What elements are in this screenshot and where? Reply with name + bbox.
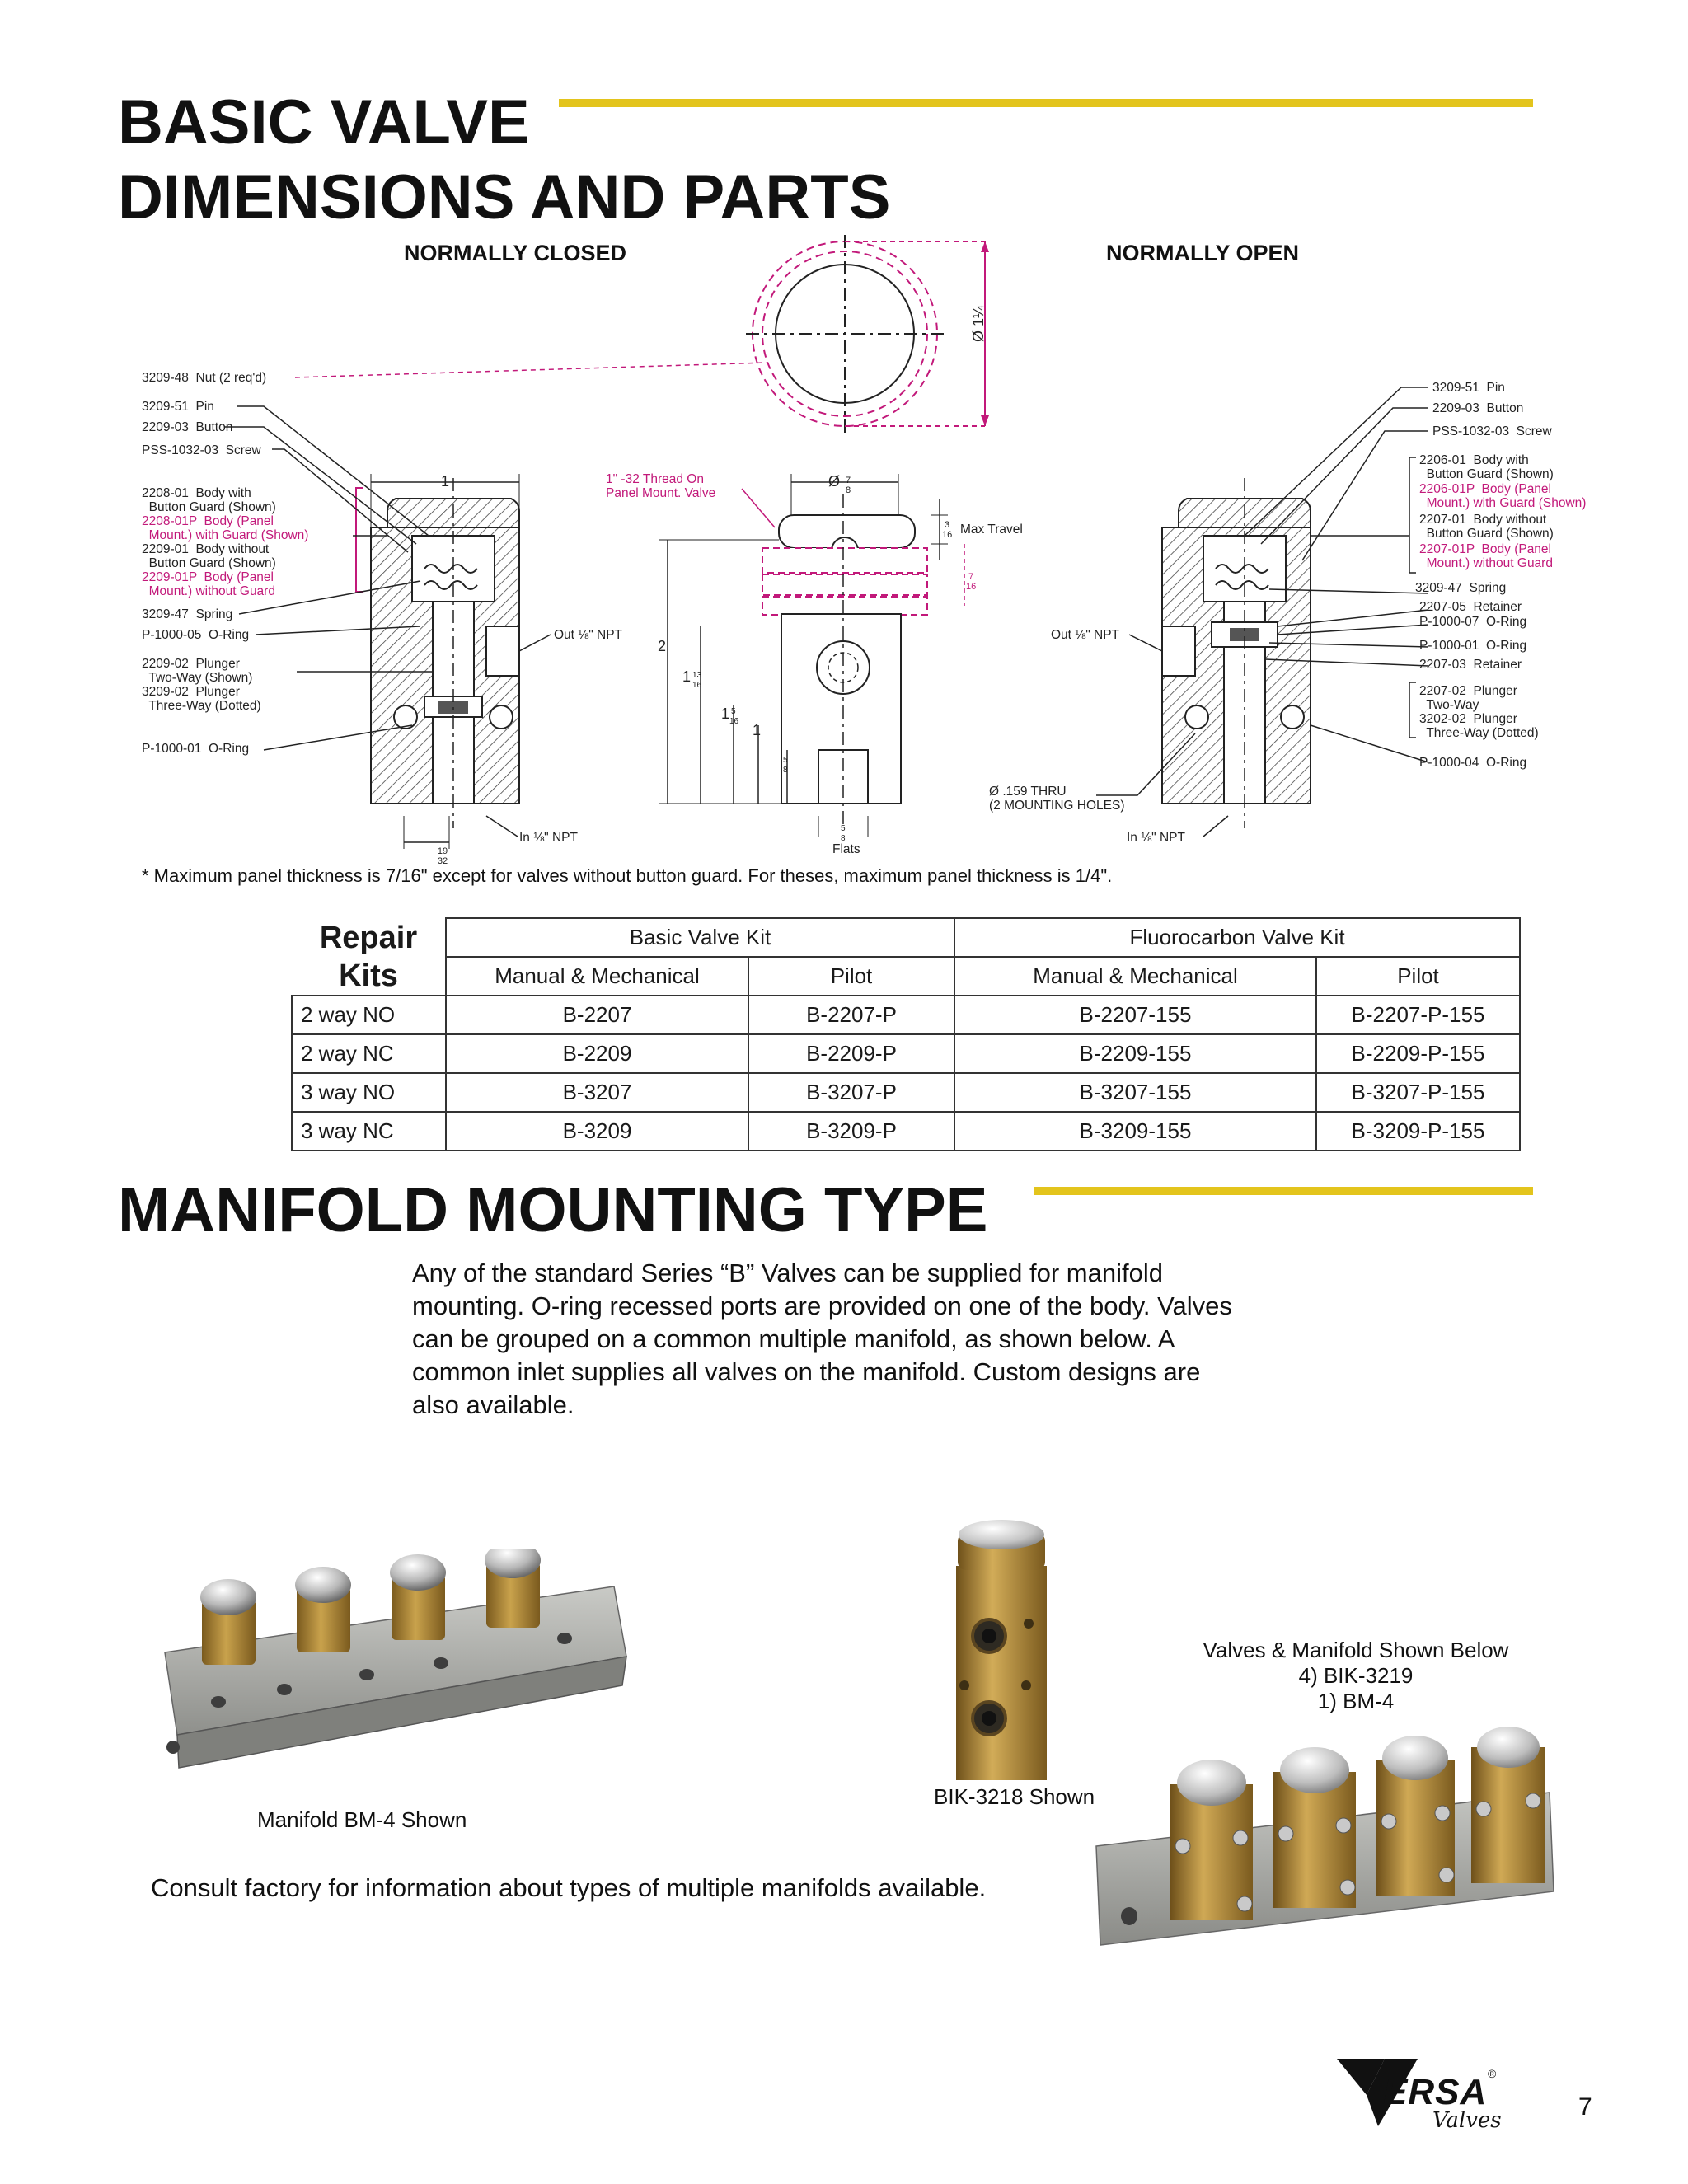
svg-text:5: 5 [731, 707, 736, 716]
nc-label-spring: 3209-47 Spring [142, 607, 233, 621]
svg-text:16: 16 [729, 717, 739, 726]
svg-text:7: 7 [968, 572, 974, 582]
nc-label-plunger: 2209-02 Plunger Two-Way (Shown) 3209-02 Plunger Three-Way (Dotted) [142, 657, 261, 713]
col-fluoro-manual: Manual & Mechanical [954, 957, 1316, 996]
manifold-bm4-photo [152, 1549, 631, 1813]
col-fluoro-pilot: Pilot [1316, 957, 1520, 996]
nc-label-body3: 2209-01 Body without Button Guard (Shown) [142, 542, 276, 570]
logo-registered: ® [1488, 2067, 1497, 2080]
consult-factory-note: Consult factory for information about types of multiple manifolds available. [151, 1873, 987, 1902]
svg-text:3: 3 [945, 520, 950, 530]
normally-open-label: NORMALLY OPEN [1106, 241, 1300, 265]
center-label-max-travel: Max Travel [960, 523, 1023, 537]
nc-label-screw: PSS-1032-03 Screw [142, 443, 261, 457]
nc-label-in-npt: In ⅛" NPT [519, 831, 578, 845]
no-label-out-npt: Out ⅛" NPT [1051, 628, 1120, 642]
dim-two: 2 [658, 638, 667, 654]
center-dim-one: 1 [753, 722, 762, 738]
svg-text:7: 7 [846, 476, 851, 485]
manifold-assembly-photo [1092, 1727, 1562, 1974]
nc-label-pin: 3209-51 Pin [142, 400, 214, 414]
svg-text:19: 19 [437, 846, 448, 856]
svg-text:5: 5 [783, 756, 788, 765]
nc-label-button: 2209-03 Button [142, 420, 233, 434]
nc-label-body2: 2208-01P Body (Panel Mount.) with Guard (Shown) [142, 514, 309, 542]
table-row: 3 way NC B-3209 B-3209-P B-3209-155 B-3209-P-155 [292, 1112, 1520, 1151]
valve-dimension-drawing [0, 0, 1688, 882]
caption-assembly: Valves & Manifold Shown Below 4) BIK-3219 1) BM-4 [1203, 1638, 1509, 1713]
no-cross-section [1162, 478, 1311, 828]
repair-kits-title: Repair Kits [319, 920, 418, 993]
manifold-section-title: MANIFOLD MOUNTING TYPE [118, 1175, 988, 1245]
no-label-retainer2: 2207-03 Retainer [1419, 658, 1522, 672]
caption-manifold-bm4: Manifold BM-4 Shown [257, 1807, 467, 1832]
group-fluorocarbon-valve-kit: Fluorocarbon Valve Kit [954, 918, 1520, 957]
normally-closed-label: NORMALLY CLOSED [404, 241, 627, 265]
nc-label-oring1: P-1000-05 O-Ring [142, 628, 250, 642]
no-label-pin: 3209-51 Pin [1432, 381, 1505, 395]
no-label-body1: 2206-01 Body with Button Guard (Shown) [1419, 453, 1554, 481]
repair-kits-table [291, 917, 1521, 1151]
col-basic-manual: Manual & Mechanical [446, 957, 748, 996]
caption-valve-bik3218: BIK-3218 Shown [934, 1784, 1095, 1809]
svg-text:32: 32 [437, 856, 448, 866]
no-label-body4: 2207-01P Body (Panel Mount.) without Guard [1419, 542, 1553, 570]
center-side-view [659, 474, 964, 837]
center-label-mounting-holes: Ø .159 THRU (2 MOUNTING HOLES) [989, 785, 1125, 813]
nc-label-out-npt: Out ⅛" NPT [554, 628, 623, 642]
no-label-oring3: P-1000-04 O-Ring [1419, 756, 1527, 770]
no-label-body2: 2206-01P Body (Panel Mount.) with Guard (Shown) [1419, 482, 1587, 510]
center-label-thread: 1" -32 Thread On Panel Mount. Valve [606, 472, 716, 500]
svg-text:8: 8 [841, 834, 846, 843]
svg-text:1: 1 [682, 668, 692, 685]
no-label-screw: PSS-1032-03 Screw [1432, 424, 1552, 438]
nc-label-nut: 3209-48 Nut (2 req'd) [142, 371, 267, 385]
table-row: 2 way NO B-2207 B-2207-P B-2207-155 B-2207-P-155 [292, 996, 1520, 1034]
table-row: 3 way NO B-3207 B-3207-P B-3207-155 B-3207-P-155 [292, 1073, 1520, 1112]
group-basic-valve-kit: Basic Valve Kit [446, 918, 954, 957]
section-title-line2: DIMENSIONS AND PARTS [118, 162, 891, 232]
svg-text:16: 16 [942, 530, 953, 540]
nc-dim-one: 1 [440, 473, 450, 490]
svg-text:1: 1 [721, 705, 730, 722]
no-label-button: 2209-03 Button [1432, 401, 1524, 415]
versa-valves-logo [1335, 2044, 1541, 2135]
manifold-accent-line [1034, 1187, 1533, 1195]
svg-text:Ø 1¼: Ø 1¼ [970, 305, 987, 342]
no-label-plunger: 2207-02 Plunger Two-Way 3202-02 Plunger Three-Way (Dotted) [1419, 684, 1539, 740]
svg-text:13: 13 [692, 671, 702, 680]
page-number: 7 [1578, 2093, 1592, 2121]
nc-cross-section [371, 474, 519, 849]
nc-label-oring2: P-1000-01 O-Ring [142, 742, 250, 756]
logo-sub-text: Valves [1432, 2108, 1502, 2133]
svg-text:8: 8 [783, 766, 788, 775]
nc-label-body1: 2208-01 Body with Button Guard (Shown) [142, 486, 276, 514]
center-label-flats: Flats [832, 842, 860, 856]
svg-text:5: 5 [841, 824, 846, 833]
no-label-oring1: P-1000-07 O-Ring [1419, 615, 1527, 629]
nc-label-body4: 2209-01P Body (Panel Mount.) without Guard [142, 570, 275, 598]
no-label-oring2: P-1000-01 O-Ring [1419, 639, 1527, 653]
dim-7-8: Ø [828, 473, 841, 490]
section-title-line1: BASIC VALVE [118, 87, 530, 157]
svg-text:8: 8 [846, 485, 851, 495]
no-label-in-npt: In ⅛" NPT [1127, 831, 1185, 845]
footnote: * Maximum panel thickness is 7/16" except for valves without button guard. For theses, maximum panel thickness is 1/4". [142, 865, 1113, 886]
svg-text:16: 16 [692, 681, 702, 690]
manifold-description: Any of the standard Series “B” Valves can be supplied for manifold mounting. O-ring recessed ports are provided on one of the body. Valves can be grouped on a common multiple manifold, as shown below. A common inlet supplies all valves on the manifold. Custom designs are also available. [412, 1258, 1232, 1419]
table-row: 2 way NC B-2209 B-2209-P B-2209-155 B-2209-P-155 [292, 1034, 1520, 1073]
svg-text:16: 16 [966, 582, 977, 592]
no-label-spring: 3209-47 Spring [1415, 581, 1507, 595]
no-label-body3: 2207-01 Body without Button Guard (Shown) [1419, 513, 1554, 541]
col-basic-pilot: Pilot [748, 957, 954, 996]
top-view-circle [746, 235, 989, 433]
logo-text: ERSA [1383, 2072, 1488, 2112]
valve-bik3218-photo [940, 1516, 1063, 1788]
no-label-retainer1: 2207-05 Retainer [1419, 600, 1522, 614]
